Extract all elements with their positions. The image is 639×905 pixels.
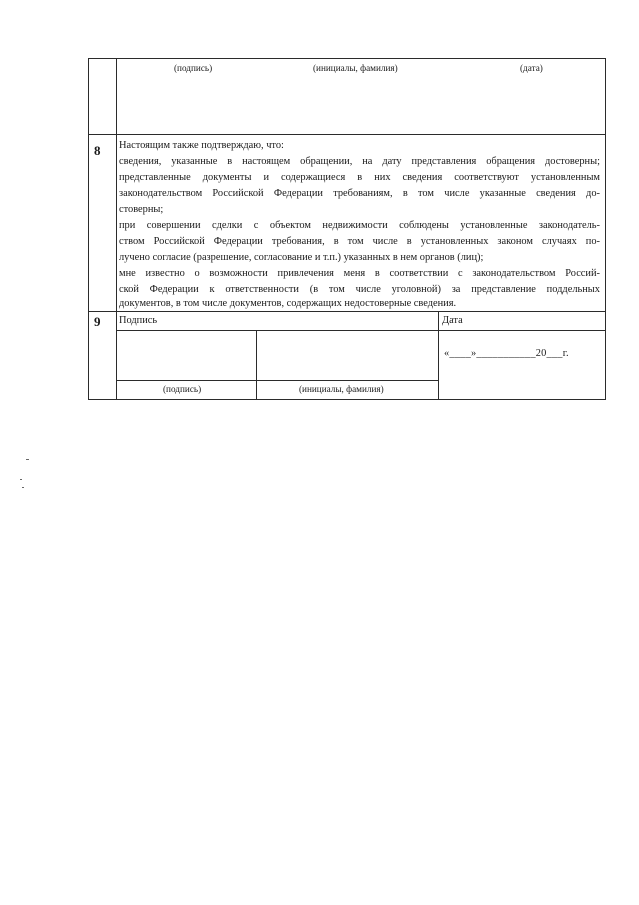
- section-8-line-5: стоверны;: [119, 204, 164, 215]
- table-top-border: [88, 58, 606, 59]
- row-9-signature-divider: [116, 380, 438, 381]
- section-8-line-11: документов, в том числе документов, содержащих недостоверные сведения.: [119, 298, 457, 309]
- row-9-date-divider: [438, 311, 439, 400]
- top-date-caption: (дата): [520, 63, 543, 73]
- section-8-line-3: представленные документы и содержащиеся в них сведения соответствуют установленным: [119, 172, 600, 183]
- section-8-line-10: ской Федерации к ответственности (в том числе уголовной) за представление поддельных: [119, 284, 600, 295]
- table-right-border: [605, 58, 606, 400]
- section-9-number: 9: [94, 314, 101, 329]
- date-field[interactable]: «____»___________20___г.: [444, 348, 569, 359]
- section-8-line-6: при совершении сделки с объектом недвижимости соблюдены установленные законодатель-: [119, 220, 600, 231]
- section-8-line-4: законодательством Российской Федерации требованиям, в том числе указанные сведения до-: [119, 188, 600, 199]
- section-8-line-7: ством Российской Федерации требования, в том числе в установленных законом случаях по-: [119, 236, 600, 247]
- top-signature-caption: (подпись): [174, 63, 213, 73]
- table-left-border: [88, 58, 89, 400]
- scan-mark: [20, 479, 22, 480]
- section-8-number: 8: [94, 143, 101, 158]
- section-8-line-2: сведения, указанные в настоящем обращении, на дату представления обращения достоверны;: [119, 156, 600, 167]
- row-9-signature-caption: (подпись): [163, 384, 202, 394]
- top-initials-caption: (инициалы, фамилия): [313, 63, 398, 73]
- scan-mark: [22, 487, 24, 488]
- row-9-initials-caption: (инициалы, фамилия): [299, 384, 384, 394]
- signature-header: Подпись: [119, 315, 158, 326]
- section-8-line-9: мне известно о возможности привлечения меня в соответствии с законодательством Россий-: [119, 268, 600, 279]
- initials-field[interactable]: [257, 331, 438, 380]
- signature-field[interactable]: [117, 331, 256, 380]
- date-header: Дата: [442, 315, 463, 326]
- table-bottom-border: [88, 399, 606, 400]
- scan-mark: [26, 459, 29, 460]
- section-8-line-8: лучено согласие (разрешение, согласование и т.п.) указанных в нем органов (лиц);: [119, 252, 484, 263]
- row-divider-8: [88, 134, 606, 135]
- section-8-line-1: Настоящим также подтверждаю, что:: [119, 140, 284, 151]
